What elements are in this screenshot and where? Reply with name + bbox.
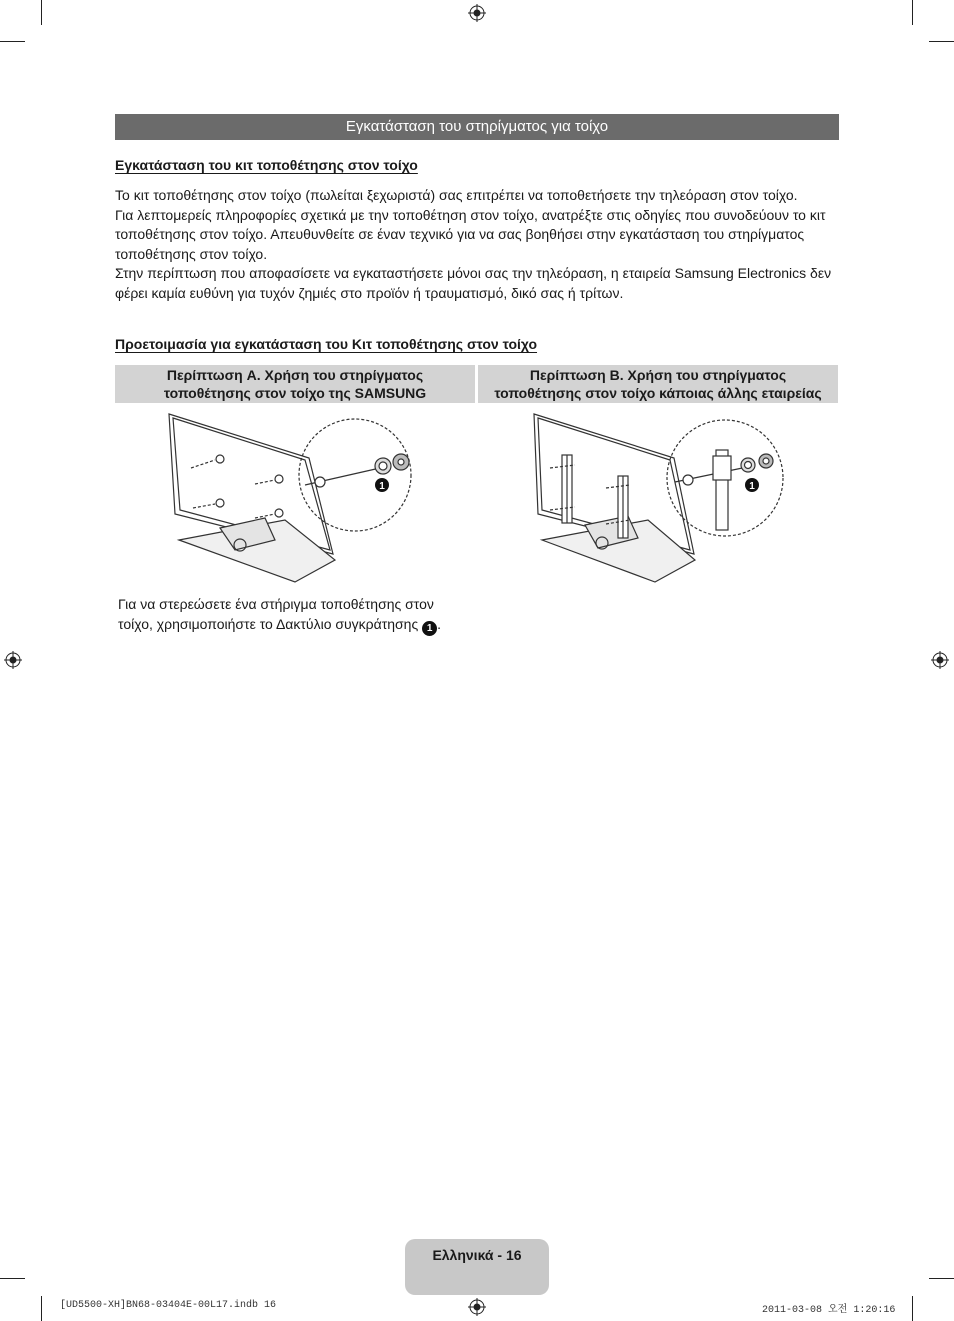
callout-number-badge: 1 xyxy=(422,621,437,636)
case-b-line: τοποθέτησης στον τοίχο κάποιας άλλης εταιρείας xyxy=(494,385,822,401)
caption-period: . xyxy=(437,615,441,632)
crop-mark xyxy=(912,1296,913,1321)
case-a-header xyxy=(115,365,475,403)
registration-mark-icon xyxy=(468,1298,486,1316)
crop-mark xyxy=(929,1278,954,1279)
subheading-preparation: Προετοιμασία για εγκατάσταση του Κιτ τοποθέτησης στον τοίχο xyxy=(115,336,538,352)
subheading-install-kit: Εγκατάσταση του κιτ τοποθέτησης στον τοίχο xyxy=(115,157,418,173)
case-a-line: Περίπτωση A. Χρήση του στηρίγματος xyxy=(166,367,424,383)
registration-mark-icon xyxy=(4,651,22,669)
paragraph: Στην περίπτωση που αποφασίσετε να εγκαταστήσετε μόνοι σας την τηλεόραση, η εταιρεία Samsung Electronics δεν φέρει καμία ευθύνη για τυχόν ζημιές στο προϊόν ή τραυματισμό, δικό σας ή τρίτων. xyxy=(115,265,832,301)
page-number-tab xyxy=(405,1239,549,1295)
registration-mark-icon xyxy=(468,4,486,22)
crop-mark xyxy=(0,41,25,42)
samsung-wall-mount-illustration xyxy=(165,410,421,590)
paragraph: Για λεπτομερείς πληροφορίες σχετικά με την τοποθέτηση στον τοίχο, ανατρέξτε στις οδηγίες που συνοδεύουν το κιτ τοποθέτησης στον τοίχο. Απευθυνθείτε σε έναν τεχνικό για να σας βοηθήσει στην εγκατάσταση του στηρίγματος τοποθέτησης στον τοίχο. xyxy=(115,206,826,262)
other-brand-wall-mount-illustration xyxy=(530,410,790,590)
crop-mark xyxy=(41,1296,42,1321)
slug-file-info: [UD5500-XH]BN68-03404E-00L17.indb 16 xyxy=(60,1300,277,1311)
paragraph: Το κιτ τοποθέτησης στον τοίχο (πωλείται ξεχωριστά) σας επιτρέπει να τοποθετήσετε την τηλεόραση στον τοίχο. xyxy=(115,187,798,203)
crop-mark xyxy=(0,1278,25,1279)
section-title: Εγκατάσταση του στηρίγματος για τοίχο xyxy=(115,114,839,140)
case-b-line: Περίπτωση B. Χρήση του στηρίγματος xyxy=(529,367,787,383)
crop-mark xyxy=(41,0,42,25)
crop-mark xyxy=(929,41,954,42)
retaining-ring-caption xyxy=(118,595,478,636)
callout-number: 1 xyxy=(379,481,385,492)
case-b-header xyxy=(478,365,838,403)
case-a-line: τοποθέτησης στον τοίχο της SAMSUNG xyxy=(163,385,427,401)
callout-number: 1 xyxy=(749,481,755,492)
page-label: Ελληνικά - 16 xyxy=(432,1247,522,1263)
slug-timestamp: 2011-03-08 오전 1:20:16 xyxy=(762,1305,896,1316)
crop-mark xyxy=(912,0,913,25)
caption-text: τοίχο, χρησιμοποιήστε το Δακτύλιο συγκράτησης xyxy=(118,615,419,632)
intro-text xyxy=(115,186,839,303)
caption-line xyxy=(118,615,478,636)
registration-mark-icon xyxy=(931,651,949,669)
caption-line: Για να στερεώσετε ένα στήριγμα τοποθέτησης στον xyxy=(118,596,434,612)
